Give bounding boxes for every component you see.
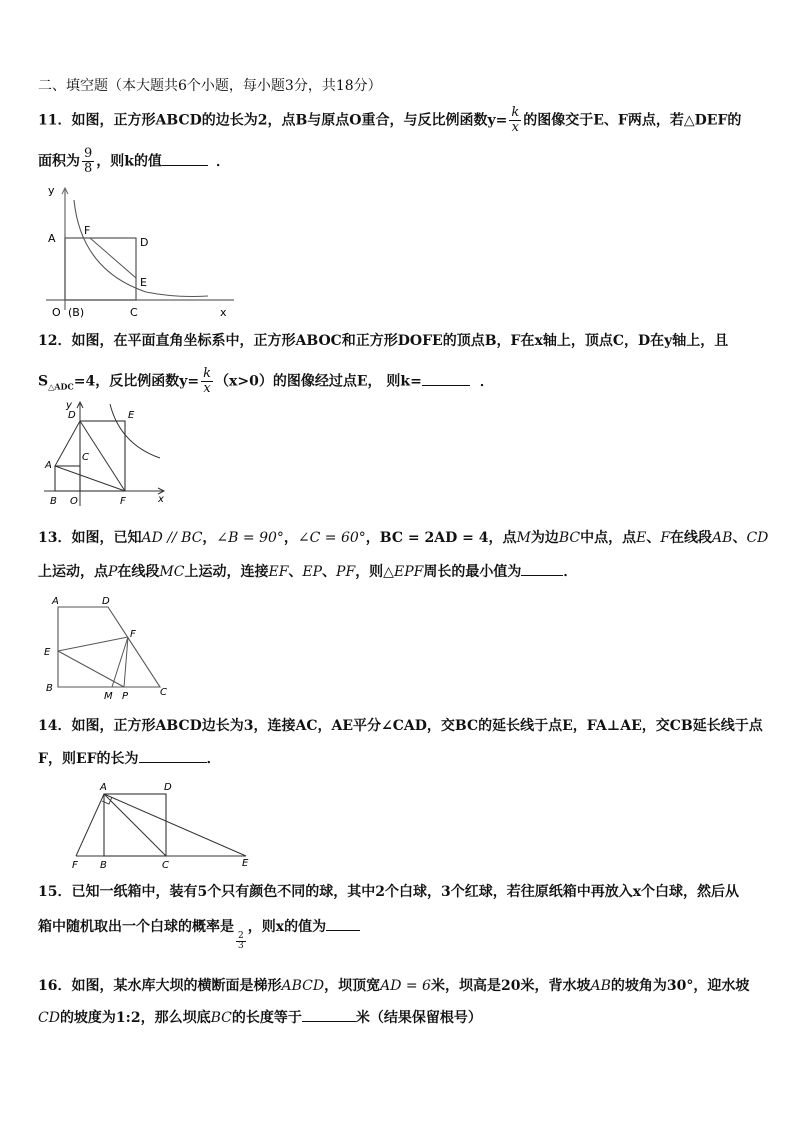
q12-label-c: C bbox=[82, 452, 89, 463]
q12-label-e: E bbox=[128, 410, 135, 421]
q14-end: ． bbox=[206, 751, 221, 767]
q16-l2-t2: 的长度等于 bbox=[231, 1010, 302, 1026]
q12-label-x: x bbox=[158, 494, 164, 505]
q13-line1 bbox=[38, 528, 768, 548]
q12-text-c: （x>0）的图像经过点E， 则k= bbox=[215, 373, 422, 390]
q13-label-d: D bbox=[102, 596, 110, 607]
q13-m8: AB bbox=[712, 530, 733, 546]
q13-l2-m4: EP bbox=[302, 564, 323, 580]
q12-end: ． bbox=[479, 373, 494, 390]
q13-t5: 为边 bbox=[530, 530, 559, 546]
q15-text-c: ，则x的值为 bbox=[247, 919, 327, 935]
q14-label-c: C bbox=[162, 860, 169, 870]
q15-answer-blank[interactable] bbox=[326, 916, 360, 931]
q11-line2 bbox=[38, 147, 230, 176]
q14-text-a: 如图，正方形ABCD边长为3，连接AC，AE平分∠CAD，交BC的延长线于点E，FA⊥AE，交CB延长线于点 bbox=[71, 718, 763, 734]
q11-text-c: 面积为 bbox=[38, 153, 80, 170]
q13-l2-t3: 上运动，连接 bbox=[184, 564, 269, 580]
q15-line1 bbox=[38, 882, 739, 902]
q13-label-e: E bbox=[44, 647, 51, 658]
q13-l2-t5: 、 bbox=[322, 564, 337, 580]
q11-label-o: O bbox=[52, 306, 61, 319]
q13-end: ． bbox=[563, 564, 578, 580]
q12-s-sub: △ADC bbox=[48, 381, 74, 392]
q15-line2 bbox=[38, 916, 360, 951]
q13-l2-t1: 上运动，点 bbox=[38, 564, 108, 580]
q16-t2: ，坝顶宽 bbox=[324, 978, 381, 994]
q11-figure bbox=[36, 180, 256, 322]
q16-line1 bbox=[38, 976, 749, 996]
q11-answer-blank[interactable] bbox=[162, 151, 208, 166]
q12-hyperbola bbox=[110, 404, 160, 458]
q11-area-num: 9 bbox=[84, 146, 93, 161]
section-header: 二、填空题（本大题共6个小题，每小题3分，共18分） bbox=[38, 78, 382, 94]
q14-line1 bbox=[38, 716, 763, 736]
q13-l2-t7: 周长的最小值为 bbox=[423, 564, 522, 580]
q16-answer-blank[interactable] bbox=[302, 1007, 356, 1022]
q16-number: 16． bbox=[38, 978, 72, 994]
q14-text-b: F，则EF的长为 bbox=[38, 751, 139, 767]
q16-m2: AD = 6 bbox=[380, 978, 431, 994]
q13-label-b: B bbox=[46, 683, 53, 694]
q13-label-f: F bbox=[130, 629, 136, 640]
q13-m6: E bbox=[636, 530, 647, 546]
q14-number: 14． bbox=[38, 718, 72, 734]
q13-segment-ef bbox=[58, 637, 128, 651]
q11-label-f: F bbox=[84, 224, 91, 237]
q12-s: S bbox=[38, 373, 49, 390]
q13-m3: ∠C = 60° bbox=[297, 530, 366, 546]
q11-text-b: 的图像交于E、F两点，若△DEF的 bbox=[523, 112, 742, 129]
q12-fraction bbox=[201, 367, 213, 396]
q14-label-d: D bbox=[164, 782, 172, 793]
q11-end: ． bbox=[215, 153, 230, 170]
q16-l2-m1: CD bbox=[38, 1010, 60, 1026]
q11-area-den: 8 bbox=[84, 161, 93, 176]
q13-label-m: M bbox=[104, 691, 113, 699]
q11-frac-den: x bbox=[511, 120, 519, 135]
q13-m9: CD bbox=[746, 530, 769, 546]
q13-t9: 、 bbox=[732, 530, 747, 546]
q12-line2 bbox=[38, 367, 494, 396]
q11-label-b: (B) bbox=[68, 306, 85, 319]
q11-number: 11． bbox=[38, 112, 72, 129]
q12-figure bbox=[40, 398, 172, 510]
q13-label-a: A bbox=[52, 596, 59, 607]
q12-label-b: B bbox=[50, 496, 57, 507]
q16-t1: 如图，某水库大坝的横断面是梯形 bbox=[71, 978, 282, 994]
q11-line1 bbox=[38, 106, 741, 135]
q13-l2-m6: EPF bbox=[393, 564, 424, 580]
q11-fraction bbox=[509, 106, 521, 135]
q12-text-a: 如图，在平面直角坐标系中，正方形ABOC和正方形DOFE的顶点B，F在x轴上，顶点C，D在y轴上，且 bbox=[71, 333, 729, 349]
q12-label-o: O bbox=[70, 496, 78, 507]
q16-l2-m2: BC bbox=[210, 1010, 232, 1026]
q11-segment-fe bbox=[90, 238, 136, 278]
q12-line1 bbox=[38, 331, 728, 351]
q12-label-y: y bbox=[66, 400, 72, 411]
q14-segment-ac bbox=[104, 794, 166, 856]
q12-answer-blank[interactable] bbox=[422, 371, 470, 386]
q12-text-b: =4，反比例函数y= bbox=[73, 373, 200, 390]
q15-text-a: 已知一纸箱中，装有5个只有颜色不同的球，其中2个白球，3个红球，若往原纸箱中再放入x个白球，然后从 bbox=[71, 884, 740, 900]
q13-t1: 如图，已知 bbox=[71, 530, 142, 546]
q13-line2 bbox=[38, 561, 577, 582]
q13-l2-t4: 、 bbox=[288, 564, 303, 580]
q13-number: 13． bbox=[38, 530, 72, 546]
q12-frac-den: x bbox=[203, 381, 211, 396]
q13-l2-m2: MC bbox=[159, 564, 185, 580]
q12-label-a: A bbox=[45, 460, 52, 471]
q13-l2-m3: EF bbox=[268, 564, 289, 580]
q13-t8: 在线段 bbox=[670, 530, 713, 546]
q14-label-b: B bbox=[100, 860, 107, 870]
q12-frac-num: k bbox=[203, 366, 212, 381]
q14-segment-af bbox=[76, 794, 104, 856]
q13-t3: ， bbox=[283, 530, 298, 546]
q14-line2 bbox=[38, 748, 221, 769]
q13-label-c: C bbox=[160, 687, 167, 698]
q15-fraction bbox=[236, 932, 246, 951]
q13-l2-t2: 在线段 bbox=[117, 564, 160, 580]
q11-text-a: 如图，正方形ABCD的边长为2，点B与原点O重合，与反比例函数y= bbox=[71, 112, 508, 129]
q11-label-a: A bbox=[48, 232, 56, 245]
q13-t2: ， bbox=[202, 530, 217, 546]
q11-label-x: x bbox=[220, 306, 227, 319]
q16-l2-t1: 的坡度为1:2，那么坝底 bbox=[59, 1010, 211, 1026]
q12-segment-af bbox=[55, 466, 125, 491]
q15-text-b: 箱中随机取出一个白球的概率是 bbox=[38, 919, 234, 935]
q11-label-c: C bbox=[130, 306, 138, 319]
q11-frac-num: k bbox=[511, 105, 520, 120]
q13-m4: M bbox=[516, 530, 531, 546]
q13-t6: 中点，点 bbox=[580, 530, 637, 546]
q13-t4: ，BC = 2AD = 4，点 bbox=[365, 530, 517, 546]
q13-label-p: P bbox=[122, 691, 129, 699]
q16-m3: AB bbox=[590, 978, 611, 994]
q16-t3: 米，坝高是20米，背水坡 bbox=[430, 978, 591, 994]
q13-m7: F bbox=[660, 530, 671, 546]
q13-l2-m5: PF bbox=[336, 564, 356, 580]
q11-label-y: y bbox=[48, 184, 55, 197]
q13-t7: 、 bbox=[646, 530, 661, 546]
q15-number: 15． bbox=[38, 884, 72, 900]
q14-figure bbox=[68, 778, 254, 870]
q12-label-d: D bbox=[68, 410, 76, 421]
q14-label-f: F bbox=[72, 860, 78, 870]
q13-figure bbox=[40, 593, 180, 699]
q11-label-d: D bbox=[140, 236, 149, 249]
q12-segment-ad bbox=[55, 421, 80, 466]
q11-area-fraction bbox=[82, 147, 94, 176]
q13-answer-blank[interactable] bbox=[521, 561, 563, 576]
q16-t4: 的坡角为30°，迎水坡 bbox=[610, 978, 750, 994]
q11-label-e: E bbox=[140, 276, 147, 289]
q16-line2 bbox=[38, 1007, 482, 1028]
q11-text-d: ，则k的值 bbox=[96, 153, 162, 170]
q16-m1: ABCD bbox=[281, 978, 325, 994]
q13-m2: ∠B = 90° bbox=[216, 530, 284, 546]
q12-square-aboc bbox=[55, 466, 80, 491]
q15-frac-den: 3 bbox=[238, 940, 244, 951]
q14-answer-blank[interactable] bbox=[139, 748, 207, 763]
q13-l2-m1: P bbox=[108, 564, 118, 580]
q13-m1: AD // BC bbox=[141, 530, 203, 546]
q12-number: 12． bbox=[38, 333, 72, 349]
q14-label-e: E bbox=[242, 858, 249, 869]
q12-label-f: F bbox=[120, 496, 126, 507]
q15-frac-num: 2 bbox=[238, 930, 244, 941]
q16-l2-t3: 米（结果保留根号） bbox=[355, 1010, 482, 1026]
q13-l2-t6: ，则△ bbox=[355, 564, 394, 580]
q13-trapezoid bbox=[58, 607, 160, 687]
q13-m5: BC bbox=[558, 530, 581, 546]
q14-label-a: A bbox=[100, 782, 107, 793]
q14-segment-ae bbox=[104, 794, 246, 856]
